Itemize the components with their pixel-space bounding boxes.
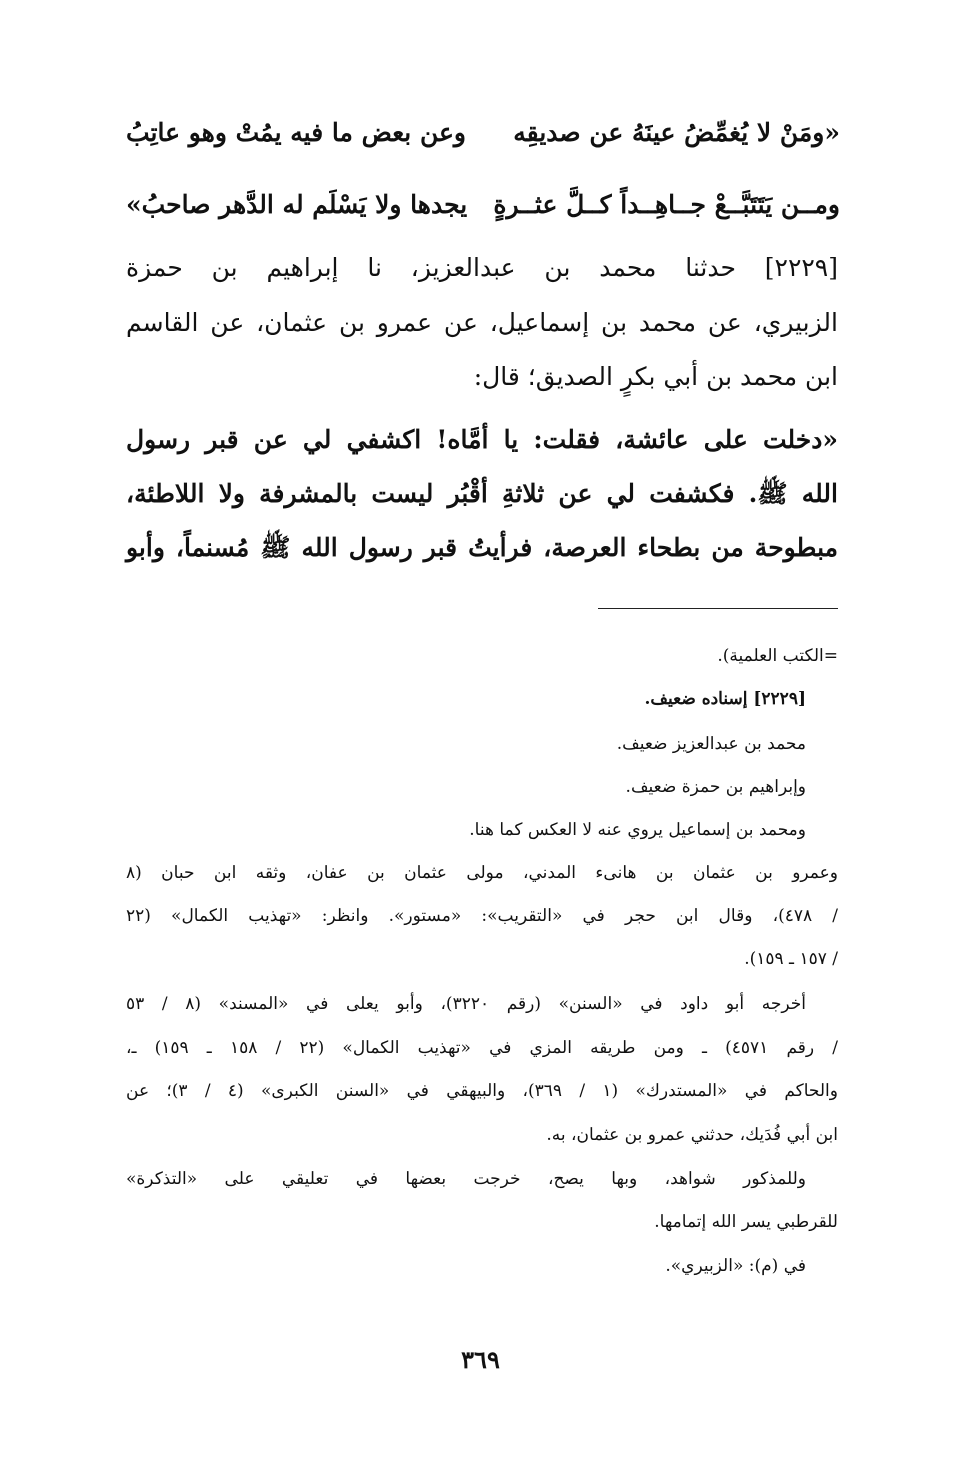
footnote-line: / ١٥٧ ـ ١٥٩).	[744, 949, 838, 969]
matn-line: الله ﷺ. فكشفت لي عن ثلاثةِ أقْبُر ليست بالمشرفة ولا اللاطئة،	[126, 479, 838, 508]
footnote-line: وعمرو بن عثمان بن هانىء المدني، مولى عثمان بن عفان، وثقه ابن حبان (٨	[126, 863, 838, 883]
verse-second-hemistich: وعن بعض ما فيه يمُتْ وهو عاتِبُ	[126, 117, 466, 147]
footnote-continuation: =الكتب العلمية).	[717, 646, 838, 666]
isnad-line: ابن محمد بن أبي بكرٍ الصديق؛ قال:	[473, 362, 838, 391]
footnote-line: وإبراهيم بن حمزة ضعيف.	[625, 777, 806, 797]
isnad-line: الزبيري، عن محمد بن إسماعيل، عن عمرو بن عثمان، عن القاسم	[126, 308, 838, 337]
verse-first-hemistich: ومــن يَتَتَبَّــعْ جــاهِــداً كــلَّ عثــرةٍ	[493, 189, 840, 219]
footnote-line: والحاكم في «المستدرك» (١ / ٣٦٩)، والبيهقي في «السنن الكبرى» (٤ / ٣)؛ عن	[126, 1081, 838, 1101]
footnote-heading: [٢٢٢٩] إسناده ضعيف.	[644, 689, 806, 709]
isnad-line: [٢٢٢٩] حدثنا محمد بن عبدالعزيز، نا إبراهيم بن حمزة	[126, 253, 838, 282]
page-number: ٣٦٩	[461, 1345, 500, 1374]
verse-first-hemistich: «ومَنْ لا يُغمِّضُ عينَهُ عن صديقِه	[513, 117, 840, 147]
matn-line: «دخلت على عائشة، فقلت: يا أمَّاه! اكشفي لي عن قبر رسول	[126, 425, 838, 454]
footnote-line: وللمذكور شواهد، وبها يصح، خرجت بعضها في تعليقي على «التذكرة»	[126, 1169, 806, 1189]
footnote-line: للقرطبي يسر الله إتمامها.	[654, 1212, 838, 1232]
verse-line	[126, 106, 840, 158]
footnote-line: / رقم ٤٥٧١) ـ ومن طريقه المزي في «تهذيب الكمال» (٢٢ / ١٥٨ ـ ١٥٩) ـ،	[126, 1038, 838, 1058]
verse-line	[126, 178, 840, 230]
matn-line: مبطوحة من بطحاء العرصة، فرأيتُ قبر رسول الله ﷺ مُسنماً، وأبو	[126, 533, 839, 562]
footnote-line: ابن أبي فُدَيك، حدثني عمرو بن عثمان، به.	[546, 1125, 838, 1145]
footnote-line: ومحمد بن إسماعيل يروي عنه لا العكس كما هنا.	[469, 820, 806, 840]
footnote-line: أخرجه أبو داود في «السنن» (رقم ٣٢٢٠)، وأبو يعلى في «المسند» (٨ / ٥٣	[126, 994, 806, 1014]
footnote-line: / ٤٧٨)، وقال ابن حجر في «التقريب»: «مستور». وانظر: «تهذيب الكمال» (٢٢	[126, 906, 838, 926]
verse-second-hemistich: يجدها ولا يَسْلَم له الدَّهر صاحبُ»	[126, 189, 468, 219]
footnote-separator	[598, 608, 838, 609]
footnote-line: محمد بن عبدالعزيز ضعيف.	[616, 734, 806, 754]
footnote-variant: في (م): «الزبيري».	[665, 1256, 806, 1276]
